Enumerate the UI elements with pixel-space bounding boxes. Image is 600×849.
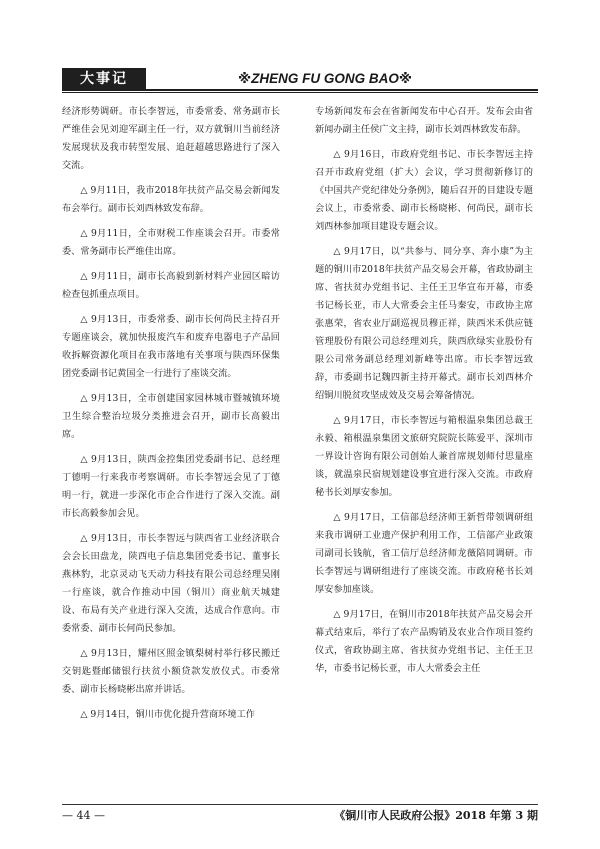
journal-brand: ※ZHENG FU GONG BAO※: [238, 71, 412, 86]
right-paragraph: △ 9月16日，市政府党组书记、市长李智远主持召开市政府党组（扩大）会议，学习贯彻新修订的《中国共产党纪律处分条例》，随后召开的目建设专题会议上，市委常委、副市长杨晓彬、何尚民，副市长刘西林参加项目建设专题会议。: [315, 149, 533, 232]
left-paragraph: △ 9月11日，全市财税工作座谈会召开。市委常委、常务副市长严维佳出席。: [62, 228, 280, 257]
page-number: — 44 —: [62, 809, 105, 822]
left-paragraph: △ 9月14日，铜川市优化提升营商环境工作: [80, 709, 255, 720]
footer-rule: [62, 804, 538, 805]
right-paragraph: △ 9月17日，以“共参与、同分享、奔小康”为主题的铜川市2018年扶贫产品交易会开幕，省政协副主席、省扶贫办党组书记、主任王卫华宣布开幕，市委书记杨长亚，市人大常委会主任马秦安，市政协主席张惠荣，省农业厅副巡视员穆正祥，陕西米禾供应链管理股份有限公司总经理刘兵，陕西欣绿实业股份有限公司常务副总经理刘新峰等出席。市长李智远致辞，市委副书记魏四新主持开幕式。副市长刘西林介绍铜川脱贫攻坚成效及交易会筹备情况。: [315, 246, 533, 401]
left-paragraph: △ 9月11日，我市2018年扶贫产品交易会新闻发布会举行。副市长刘西林致发布辞。: [62, 185, 280, 214]
right-column: [315, 103, 533, 795]
left-paragraph: △ 9月13日，陕西金控集团党委副书记、总经理丁德明一行来我市考察调研。市长李智远会见了丁德明一行，就进一步深化市企合作进行了深入交流。副市长高毅参加会见。: [62, 454, 280, 519]
right-paragraph-continuation: 专场新闻发布会在省新闻发布中心召开。发布会由省新闻办副主任侯广文主持，副市长刘西林致发布辞。: [315, 106, 533, 135]
right-paragraph: △ 9月17日，市长李智远与箱根温泉集团总裁王永毅、箱根温泉集团文旅研究院院长陈爱平、深圳市一界设计咨询有限公司创始人兼首席规划师付思量座谈，就温泉民宿规划建设事宜进行深入交流。市政府秘书长刘厚安参加。: [315, 415, 533, 498]
left-column: [62, 103, 280, 795]
left-paragraph: △ 9月11日，副市长高毅到新材料产业园区暗访检查包抓重点项目。: [62, 271, 280, 300]
right-paragraph: △ 9月17日，工信部总经济师王新哲带领调研组来我市调研工业遗产保护利用工作，工信部产业政策司副司长钱航，省工信厅总经济师龙薇陪同调研。市长李智远与调研组进行了座谈交流。市政府秘书长刘厚安参加座谈。: [315, 512, 533, 595]
left-paragraph: △ 9月13日，市长李智远与陕西省工业经济联合会会长田盘龙，陕西电子信息集团党委书记、董事长燕林豹，北京灵动飞天动力科技有限公司总经理吴刚一行座谈，就合作推动中国（铜川）商业航天城建设、布局有关产业进行深入交流，达成合作意向。市委常委、副市长何尚民参加。: [62, 533, 280, 634]
left-paragraph: 经济形势调研。市长李智远，市委常委、常务副市长严维佳会见刘迎军副主任一行，双方就铜川当前经济发展现状及我市转型发展、追赶超越思路进行了深入交流。: [62, 106, 280, 171]
issue-label: 《铜川市人民政府公报》2018 年第 3 期: [334, 809, 538, 822]
page-header: [0, 0, 600, 92]
left-paragraph: △ 9月13日，市委常委、副市长何尚民主持召开专题座谈会，就加快报废汽车和废弃电器电子产品回收拆解资源化项目在我市落地有关事项与陕西环保集团党委副书记黄国全一行进行了座谈交流。: [62, 314, 280, 379]
right-paragraph: △ 9月17日，在铜川市2018年扶贫产品交易会开幕式结束后，举行了农产品购销及农业合作项目签约仪式，省政协副主席、省扶贫办党组书记、主任王卫华，市委书记杨长亚，市人大常委会主任: [315, 609, 533, 674]
header-rule: [62, 89, 538, 91]
header-rule-thin: [62, 92, 538, 93]
left-paragraph: △ 9月13日，耀州区照金镇梨树村举行移民搬迁交钥匙暨邮储银行扶贫小额贷款发放仪式。市委常委、副市长杨晓彬出席并讲话。: [62, 648, 280, 695]
left-paragraph: △ 9月13日，全市创建国家园林城市暨城镇环境卫生综合整治垃圾分类推进会召开，副市长高毅出席。: [62, 393, 280, 440]
section-tab: 大事记: [62, 68, 146, 90]
